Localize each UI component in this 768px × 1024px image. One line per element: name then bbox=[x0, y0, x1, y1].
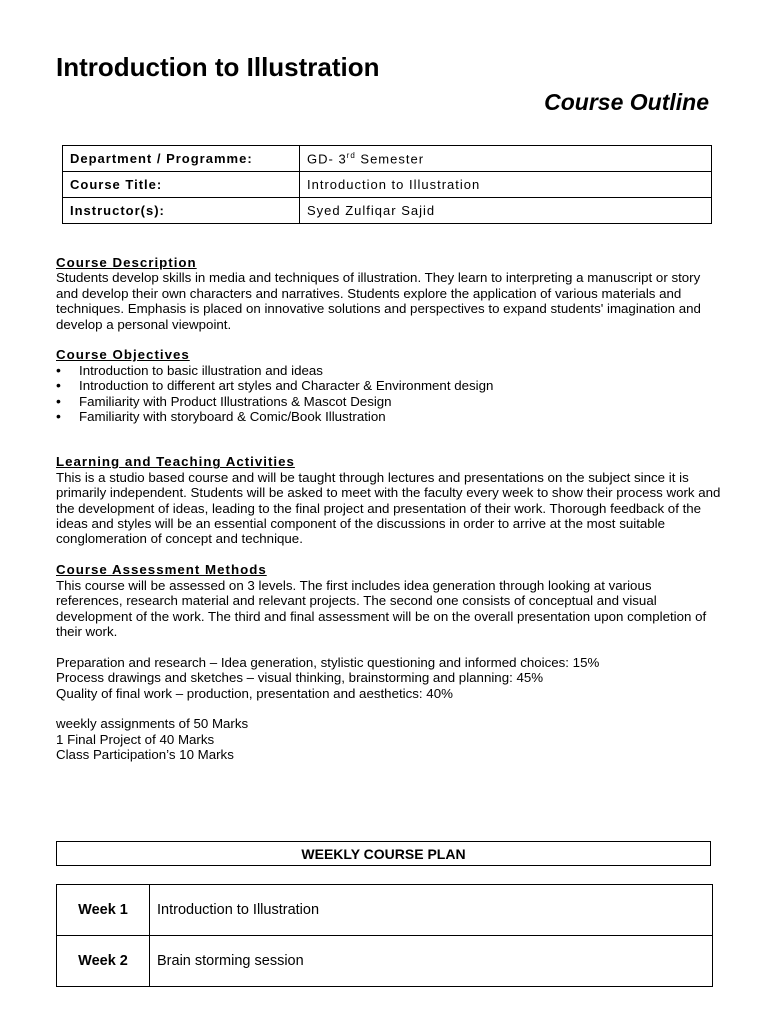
course-description-heading: Course Description bbox=[56, 255, 197, 270]
week-label: Week 2 bbox=[57, 936, 150, 987]
marks-item: 1 Final Project of 40 Marks bbox=[56, 731, 215, 747]
table-row bbox=[57, 885, 713, 936]
weekly-plan-heading: WEEKLY COURSE PLAN bbox=[56, 841, 711, 866]
learning-activities-heading: Learning and Teaching Activities bbox=[56, 454, 295, 470]
learning-activities-text: This is a studio based course and will be taught through lectures and presentations on the subject since it is primarily independent. Students will be asked to meet with the faculty every week to show their process work and the development of ideas, leading to the final project and presentation of their work. Thorough feedback of the ideas and styles will be an essential component of the discussions in order to arrive at the most suitable conglomeration of concept and technique. bbox=[56, 469, 721, 547]
week-topic: Introduction to Illustration bbox=[150, 885, 713, 936]
instructor-value: Syed Zulfiqar Sajid bbox=[300, 198, 712, 224]
weekly-plan-table bbox=[56, 884, 713, 987]
info-row-course-title bbox=[63, 172, 712, 198]
week-topic: Brain storming session bbox=[150, 936, 713, 987]
semester-ordinal: rd bbox=[346, 150, 356, 160]
department-value bbox=[300, 146, 712, 172]
course-title-label: Course Title: bbox=[63, 172, 300, 198]
course-objectives-list bbox=[56, 363, 721, 425]
course-sections bbox=[56, 255, 721, 763]
course-info-table bbox=[62, 145, 712, 224]
table-row bbox=[57, 936, 713, 987]
week-label: Week 1 bbox=[57, 885, 150, 936]
instructor-label: Instructor(s): bbox=[63, 198, 300, 224]
document-subtitle: Course Outline bbox=[544, 89, 709, 115]
assessment-criterion: Quality of final work – production, presentation and aesthetics: 40% bbox=[56, 685, 453, 701]
marks-item: Class Participation’s 10 Marks bbox=[56, 747, 234, 763]
course-objectives-heading: Course Objectives bbox=[56, 347, 190, 363]
info-row-department bbox=[63, 146, 712, 172]
assessment-heading: Course Assessment Methods bbox=[56, 562, 267, 578]
course-description-text: Students develop skills in media and techniques of illustration. They learn to interpreting a manuscript or story and develop their own characters and narratives. Students explore the application of various materials and techniques. Emphasis is placed on innovative solutions and perspectives to expand students' imagination and develop a personal viewpoint. bbox=[56, 270, 701, 332]
list-item: • Introduction to basic illustration and ideas bbox=[56, 363, 721, 378]
list-item: • Familiarity with Product Illustrations & Mascot Design bbox=[56, 394, 721, 409]
semester-suffix: Semester bbox=[355, 151, 425, 167]
marks-item: weekly assignments of 50 Marks bbox=[56, 716, 249, 732]
assessment-criterion: Process drawings and sketches – visual thinking, brainstorming and planning: 45% bbox=[56, 670, 544, 686]
info-row-instructor bbox=[63, 198, 712, 224]
assessment-text: This course will be assessed on 3 levels. The first includes idea generation through looking at various references, research material and relevant projects. The second one consists of conceptual and visual development of the work. The third and final assessment will be on the overall presentation upon completion of their work. bbox=[56, 577, 707, 639]
department-label: Department / Programme: bbox=[63, 146, 300, 172]
list-item: • Introduction to different art styles and Character & Environment design bbox=[56, 378, 721, 393]
assessment-criterion: Preparation and research – Idea generation, stylistic questioning and informed choices: 15% bbox=[56, 654, 600, 670]
semester-prefix: GD- 3 bbox=[307, 151, 347, 167]
course-title-value: Introduction to Illustration bbox=[300, 172, 712, 198]
document-title: Introduction to Illustration bbox=[56, 52, 380, 82]
list-item: • Familiarity with storyboard & Comic/Book Illustration bbox=[56, 409, 721, 424]
